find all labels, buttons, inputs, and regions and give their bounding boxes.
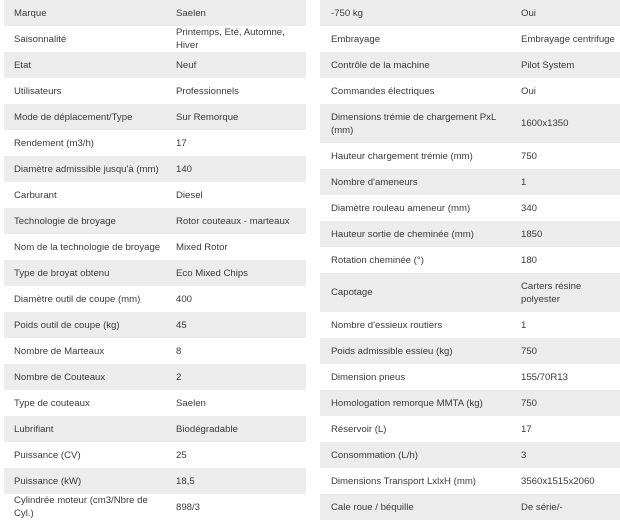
spec-label: Diamètre rouleau ameneur (mm) <box>331 202 471 214</box>
spec-value: 750 <box>521 345 538 357</box>
table-row <box>320 247 620 273</box>
spec-value: Carters résine polyester <box>521 280 582 305</box>
spec-label: Lubrifiant <box>14 423 54 435</box>
table-row <box>320 169 620 195</box>
table-row <box>4 26 306 52</box>
spec-value: Oui <box>521 7 536 19</box>
table-row <box>320 338 620 364</box>
spec-value: 25 <box>176 449 187 461</box>
spec-value: Embrayage centrifuge <box>521 33 615 45</box>
spec-label: Diamètre outil de coupe (mm) <box>14 293 141 305</box>
spec-value: Diesel <box>176 189 203 201</box>
table-row <box>320 78 620 104</box>
table-row <box>4 468 306 494</box>
table-row <box>4 0 306 26</box>
spec-value: 1600x1350 <box>521 118 569 129</box>
spec-label: Mode de déplacement/Type <box>14 111 133 123</box>
spec-label: Puissance (CV) <box>14 449 81 461</box>
spec-label: Puissance (kW) <box>14 475 82 487</box>
spec-value: Rotor couteaux - marteaux <box>176 215 290 227</box>
spec-value: Pilot System <box>521 59 575 71</box>
spec-label: Embrayage <box>331 33 381 45</box>
table-row <box>4 416 306 442</box>
spec-value: Saelen <box>176 7 206 19</box>
spec-label: Dimension pneus <box>331 371 406 383</box>
spec-label: Poids admissible essieu (kg) <box>331 345 453 357</box>
spec-value: Neuf <box>176 59 197 71</box>
spec-label: Cylindrée moteur (cm3/Nbre de Cyl.) <box>14 495 148 519</box>
table-row <box>4 52 306 78</box>
spec-label: Technologie de broyage <box>14 215 116 227</box>
table-row <box>320 221 620 247</box>
spec-label: Nombre de Couteaux <box>14 371 106 383</box>
spec-value: 3 <box>521 449 527 461</box>
table-row <box>4 312 306 338</box>
spec-label: Rendement (m3/h) <box>14 137 94 149</box>
spec-label: Type de broyat obtenu <box>14 267 110 279</box>
spec-value: 45 <box>176 319 187 331</box>
spec-label: Marque <box>14 7 47 19</box>
spec-value: 750 <box>521 150 538 162</box>
table-row <box>320 143 620 169</box>
spec-label: Homologation remorque MMTA (kg) <box>331 397 483 409</box>
spec-value: Biodégradable <box>176 423 238 435</box>
table-row <box>320 52 620 78</box>
spec-label: Poids outil de coupe (kg) <box>14 319 120 331</box>
spec-value: 180 <box>521 254 538 266</box>
spec-label: Dimensions trémie de chargement PxL (mm) <box>331 111 496 136</box>
table-row <box>4 104 306 130</box>
table-row <box>4 442 306 468</box>
spec-label: Consommation (L/h) <box>331 449 418 461</box>
spec-value: 17 <box>176 137 187 149</box>
table-row <box>4 494 306 520</box>
table-row <box>320 273 620 312</box>
spec-label: Utilisateurs <box>14 85 62 97</box>
spec-label: Rotation cheminée (°) <box>331 254 424 266</box>
table-row <box>320 0 620 26</box>
table-row <box>4 78 306 104</box>
table-row <box>4 182 306 208</box>
table-row <box>320 364 620 390</box>
spec-value: 8 <box>176 345 182 357</box>
table-row <box>320 390 620 416</box>
spec-label: Nombre de Marteaux <box>14 345 105 357</box>
table-row <box>320 104 620 143</box>
specs-table-left <box>4 0 306 520</box>
spec-label: Réservoir (L) <box>331 423 387 435</box>
spec-value: 140 <box>176 163 193 175</box>
table-row <box>4 286 306 312</box>
table-row <box>4 130 306 156</box>
spec-label: Contrôle de la machine <box>331 59 430 71</box>
spec-label: Nombre d'ameneurs <box>331 176 418 188</box>
spec-value: 340 <box>521 202 538 214</box>
spec-label: Etat <box>14 59 32 71</box>
table-row <box>320 195 620 221</box>
table-row <box>4 208 306 234</box>
spec-label: Nombre d'essieux routiers <box>331 319 443 331</box>
table-row <box>320 416 620 442</box>
spec-label: Commandes électriques <box>331 85 435 97</box>
spec-label: -750 kg <box>331 7 363 19</box>
spec-label: Saisonnalité <box>14 33 67 45</box>
spec-value: Oui <box>521 85 536 97</box>
spec-value: Mixed Rotor <box>176 241 228 253</box>
spec-value: Professionnels <box>176 85 239 97</box>
spec-label: Type de couteaux <box>14 397 90 409</box>
spec-value: Saelen <box>176 397 206 409</box>
spec-value: 17 <box>521 423 532 435</box>
table-row <box>320 468 620 494</box>
spec-value: Printemps, Eté, Automne, Hiver <box>176 27 285 51</box>
spec-value: 750 <box>521 397 538 409</box>
table-row <box>4 234 306 260</box>
spec-label: Diamètre admissible jusqu'à (mm) <box>14 163 159 175</box>
spec-value: 3560x1515x2060 <box>521 475 595 487</box>
spec-value: 1 <box>521 176 527 188</box>
spec-value: Sur Remorque <box>176 111 239 123</box>
table-row <box>320 494 620 520</box>
table-row <box>320 312 620 338</box>
table-row <box>4 260 306 286</box>
spec-value: 155/70R13 <box>521 371 568 383</box>
spec-value: 2 <box>176 371 182 383</box>
table-row <box>4 364 306 390</box>
spec-value: 898/3 <box>176 501 201 513</box>
spec-value: 400 <box>176 293 193 305</box>
spec-value: De série/- <box>521 501 563 513</box>
spec-label: Hauteur sortie de cheminée (mm) <box>331 228 474 240</box>
spec-label: Carburant <box>14 189 57 201</box>
spec-label: Capotage <box>331 287 373 298</box>
table-row <box>4 338 306 364</box>
table-row <box>320 442 620 468</box>
spec-value: Eco Mixed Chips <box>176 267 248 279</box>
spec-value: 1850 <box>521 228 543 240</box>
spec-value: 1 <box>521 319 527 331</box>
specs-table-right <box>320 0 620 520</box>
spec-label: Cale roue / béquille <box>331 501 414 513</box>
table-row <box>4 390 306 416</box>
table-row <box>4 156 306 182</box>
table-row <box>320 26 620 52</box>
spec-label: Nom de la technologie de broyage <box>14 241 161 253</box>
spec-label: Hauteur chargement trémie (mm) <box>331 150 473 162</box>
spec-label: Dimensions Transport LxlxH (mm) <box>331 475 477 487</box>
spec-value: 18,5 <box>176 475 195 487</box>
